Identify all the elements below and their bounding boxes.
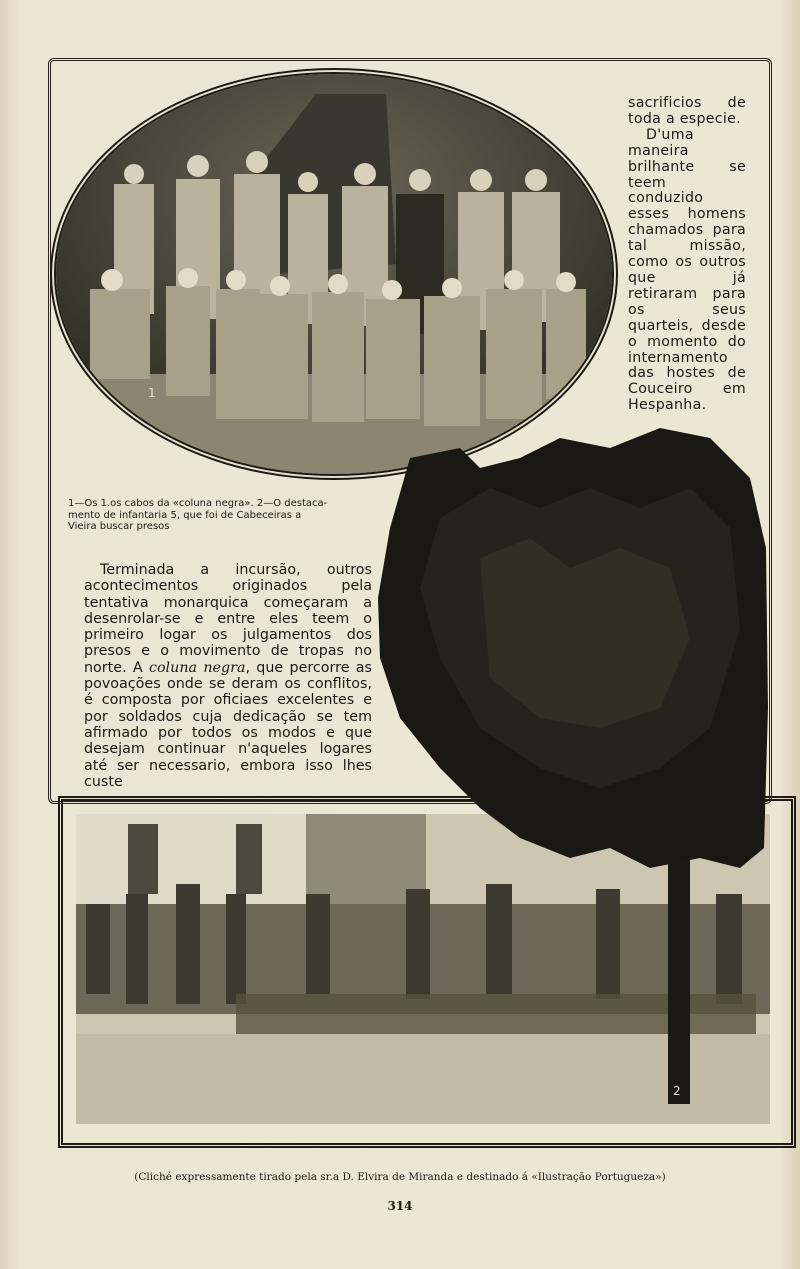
right-column-paragraph-1: sacrificios de toda a especie. xyxy=(628,95,746,127)
photo-number-1: 1 xyxy=(148,386,156,400)
article-body-part-1: Terminada a incursão, outros acontecimentos originados pela tentativa monarquica começaram a desenrolar-se e entre eles teem o primeiro logar os julgamentos dos presos e o movimento de tropas no norte. A xyxy=(84,562,372,676)
article-body-italic: coluna negra xyxy=(148,659,246,676)
photo-number-2: 2 xyxy=(673,1084,681,1098)
photo-tree xyxy=(370,428,770,1118)
page-number: 314 xyxy=(387,1199,413,1213)
photo-credit: (Cliché expressamente tirado pela sr.a D. Elvira de Miranda e destinado á «Ilustração Portugueza») xyxy=(134,1171,666,1183)
article-body-part-2: , que percorre as povoações onde se deram os conflitos, é composta por oficiaes excelentes e por soldados cuja dedicação se tem afirmado por todos os modos e que desejam continuar n'aqueles logares até ser necessario, embora isso lhes custe xyxy=(84,659,372,790)
right-column-text xyxy=(628,96,746,414)
right-column-paragraph-2: D'uma maneira brilhante se teem conduzido esses homens chamados para tal missão, como os outros que já retiraram para os seus quarteis, desde o momento do internamento das hostes de Couceiro em Hespanha. xyxy=(628,126,746,414)
caption-line-2: mento de infantaria 5, que foi de Cabeceiras a xyxy=(68,509,302,521)
article-body xyxy=(84,562,372,790)
caption-line-3: Vieira buscar presos xyxy=(68,521,170,533)
photo-group-portrait xyxy=(50,68,618,480)
caption-line-1: 1—Os 1.os cabos da «coluna negra». 2—O destaca- xyxy=(68,498,328,509)
photo-caption xyxy=(68,498,368,533)
